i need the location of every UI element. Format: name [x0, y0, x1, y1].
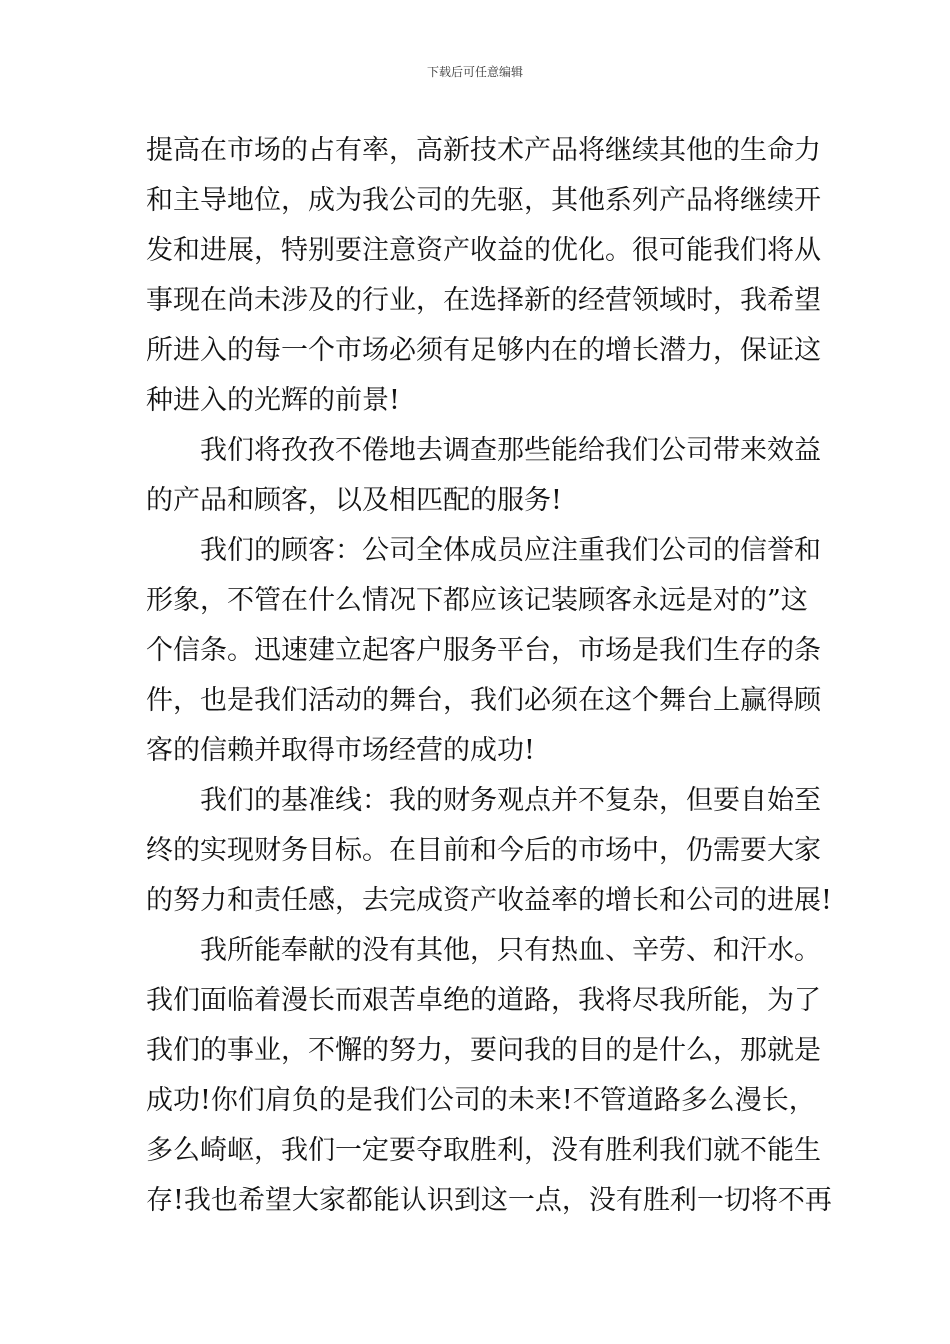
text-line: 个信条。迅速建立起客户服务平台，市场是我们生存的条 [146, 635, 821, 666]
text-line: 成功!你们肩负的是我们公司的未来!不管道路多么漫长， [146, 1085, 816, 1116]
text-line: 我们的顾客：公司全体成员应注重我们公司的信誉和 [146, 535, 821, 566]
text-line: 多么崎岖，我们一定要夺取胜利，没有胜利我们就不能生 [146, 1135, 821, 1166]
text-line: 种进入的光辉的前景! [146, 385, 400, 416]
text-line: 件，也是我们活动的舞台，我们必须在这个舞台上赢得顾 [146, 685, 821, 716]
text-line: 我们将孜孜不倦地去调查那些能给我们公司带来效益 [146, 435, 821, 466]
page-header: 下载后可任意编辑 [426, 65, 523, 79]
text-line: 形象，不管在什么情况下都应该记装顾客永远是对的”这 [146, 585, 808, 616]
text-line: 事现在尚未涉及的行业，在选择新的经营领域时，我希望 [146, 285, 821, 316]
text-line: 发和进展，特别要注意资产收益的优化。很可能我们将从 [146, 235, 821, 266]
text-line: 和主导地位，成为我公司的先驱，其他系列产品将继续开 [146, 185, 821, 216]
text-line: 终的实现财务目标。在目前和今后的市场中，仍需要大家 [146, 835, 821, 866]
text-line: 我们的基准线：我的财务观点并不复杂，但要自始至 [146, 785, 821, 816]
text-line: 存!我也希望大家都能认识到这一点，没有胜利一切将不再 [146, 1185, 832, 1216]
text-line: 的努力和责任感，去完成资产收益率的增长和公司的进展! [146, 885, 832, 916]
text-line: 我所能奉献的没有其他，只有热血、辛劳、和汗水。 [146, 935, 821, 966]
document-body [146, 126, 832, 1226]
text-line: 的产品和顾客，以及相匹配的服务! [146, 485, 562, 516]
text-line: 客的信赖并取得市场经营的成功! [146, 735, 535, 766]
text-line: 提高在市场的占有率，高新技术产品将继续其他的生命力 [146, 135, 821, 166]
text-line: 我们的事业，不懈的努力，要问我的目的是什么，那就是 [146, 1035, 821, 1066]
text-line: 所进入的每一个市场必须有足够内在的增长潜力，保证这 [146, 335, 821, 366]
text-line: 我们面临着漫长而艰苦卓绝的道路，我将尽我所能，为了 [146, 985, 821, 1016]
